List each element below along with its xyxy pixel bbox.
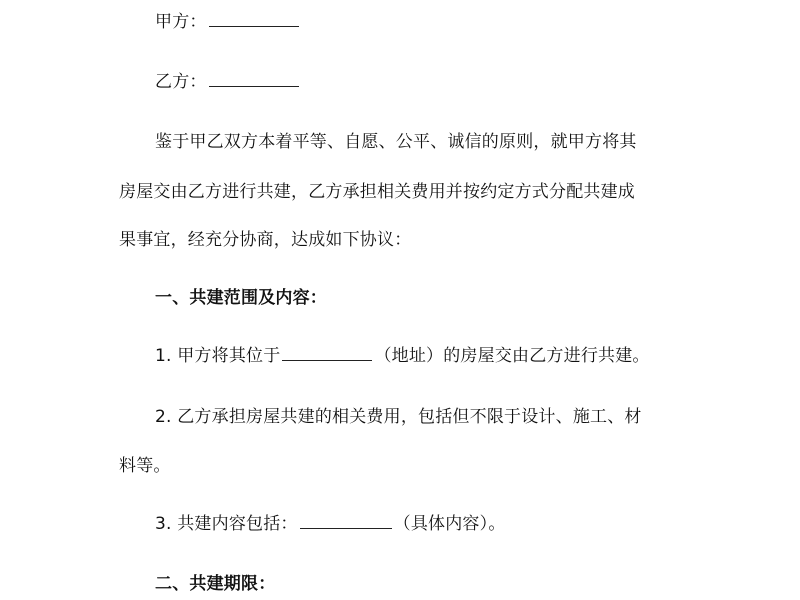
party-a-label: 甲方： bbox=[155, 12, 207, 32]
section1-item1 bbox=[155, 344, 715, 368]
section1-heading: 一、共建范围及内容： bbox=[155, 288, 327, 308]
section2-heading: 二、共建期限： bbox=[155, 574, 276, 594]
preamble-line-1: 鉴于甲乙双方本着平等、自愿、公平、诚信的原则，就甲方将其 bbox=[155, 132, 637, 152]
section1-item2-line1: 2. 乙方承担房屋共建的相关费用，包括但不限于设计、施工、材 bbox=[155, 407, 642, 427]
item3-text-after: （具体内容）。 bbox=[393, 514, 506, 534]
section1-item3 bbox=[155, 512, 715, 536]
party-b-label: 乙方： bbox=[155, 72, 207, 92]
content-blank bbox=[300, 512, 392, 529]
item3-text-before: 3. 共建内容包括： bbox=[155, 514, 298, 534]
address-blank bbox=[282, 344, 372, 361]
preamble-line-3: 果事宜，经充分协商，达成如下协议： bbox=[119, 230, 412, 250]
item1-text-before: 1. 甲方将其位于 bbox=[155, 346, 281, 366]
item1-text-after: （地址）的房屋交由乙方进行共建。 bbox=[374, 346, 650, 366]
party-a-blank bbox=[209, 10, 299, 27]
party-b-line bbox=[155, 70, 715, 94]
preamble-line-2: 房屋交由乙方进行共建，乙方承担相关费用并按约定方式分配共建成 bbox=[119, 182, 635, 202]
party-b-blank bbox=[209, 70, 299, 87]
party-a-line bbox=[155, 10, 715, 34]
section1-item2-line2: 料等。 bbox=[119, 456, 171, 476]
